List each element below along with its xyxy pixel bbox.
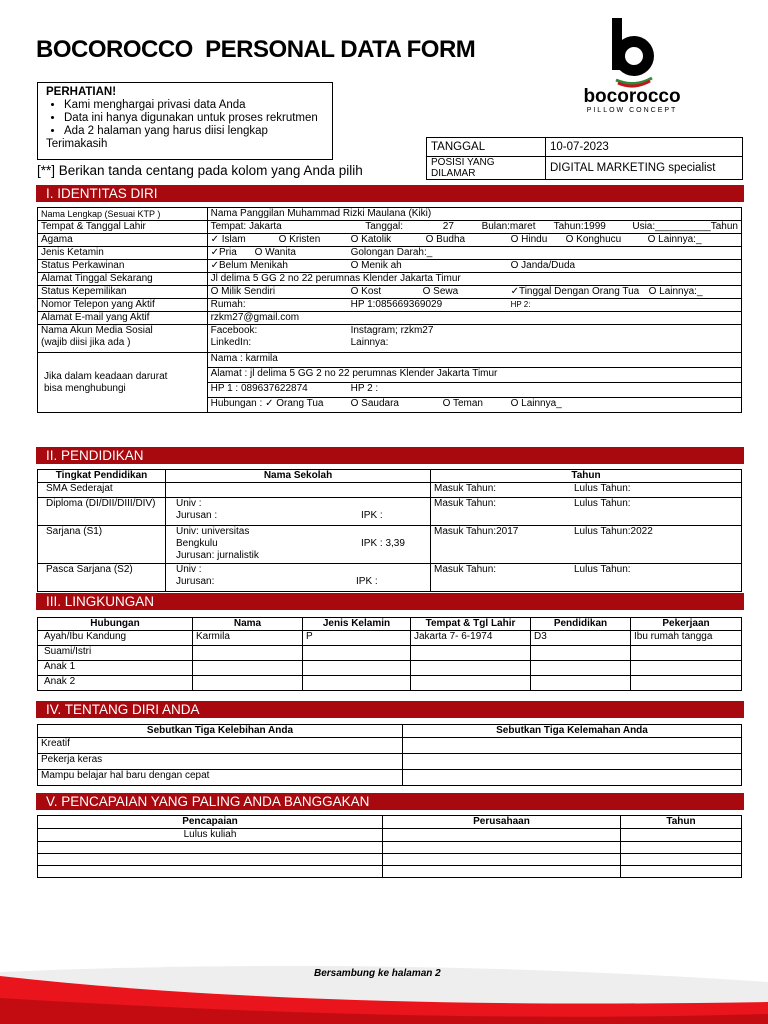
column-header: Pencapaian (38, 816, 383, 829)
end-year-field[interactable]: Lulus Tahun: (574, 564, 631, 575)
major-field[interactable]: Jurusan: (176, 576, 215, 587)
strength-cell[interactable]: Pekerja keras (38, 754, 403, 770)
year-cell[interactable] (621, 866, 742, 878)
column-header: Nama (193, 618, 303, 631)
religion-option[interactable]: O Hindu (510, 234, 548, 245)
table-cell[interactable] (631, 661, 742, 676)
company-cell[interactable] (383, 854, 621, 866)
column-header: Tahun (431, 470, 742, 483)
religion-option[interactable]: O Katolik (350, 234, 392, 245)
table-cell[interactable]: Karmila (193, 631, 303, 646)
end-year-field[interactable]: Lulus Tahun:2022 (574, 526, 653, 537)
ownership-option[interactable]: ✓Tinggal Dengan Orang Tua (510, 286, 640, 297)
edu-level: SMA Sederajat (38, 483, 166, 498)
company-cell[interactable] (383, 829, 621, 842)
gender-option[interactable]: O Wanita (254, 247, 296, 258)
religion-option[interactable]: O Budha (425, 234, 466, 245)
school-field[interactable]: Bengkulu (176, 538, 218, 549)
column-header: Tahun (621, 816, 742, 829)
address-field[interactable]: Jl delima 5 GG 2 no 22 perumnas Klender Jakarta Timur (207, 273, 741, 286)
field-label: Nama Lengkap (Sesuai KTP ) (38, 208, 208, 221)
emergency-address-field[interactable]: Alamat : jl delima 5 GG 2 no 22 perumnas Klender Jakarta Timur (207, 368, 741, 383)
birthdate-month[interactable]: Bulan:maret (479, 221, 551, 234)
column-header: Sebutkan Tiga Kelebihan Anda (38, 725, 403, 738)
page-title: BOCOROCCO PERSONAL DATA FORM (36, 36, 476, 63)
marital-option[interactable]: ✓Belum Menikah (210, 260, 288, 271)
major-field[interactable]: Jurusan: jurnalistik (176, 550, 259, 561)
gender-option[interactable]: ✓Pria (210, 247, 237, 258)
email-field[interactable]: rzkm27@gmail.com (207, 312, 741, 325)
table-cell[interactable] (303, 646, 411, 661)
birthdate-day[interactable]: 27 (440, 221, 479, 234)
section-education-header: II. PENDIDIKAN (36, 447, 744, 464)
notice-list (46, 99, 324, 138)
relation-option[interactable]: O Lainnya_ (510, 398, 562, 409)
ownership-option[interactable]: O Kost (350, 286, 382, 297)
table-cell[interactable]: D3 (531, 631, 631, 646)
school-field[interactable] (166, 483, 431, 498)
end-year-field[interactable]: Lulus Tahun: (574, 498, 631, 509)
field-label: Jenis Ketamin (38, 247, 208, 260)
field-label: Nomor Telepon yang Aktif (38, 299, 208, 312)
date-label: TANGGAL (427, 138, 546, 157)
emergency-name-field[interactable]: Nama : karmila (207, 353, 741, 368)
religion-option[interactable]: O Kristen (278, 234, 321, 245)
start-year-field[interactable]: Masuk Tahun:2017 (434, 526, 519, 537)
table-cell[interactable] (303, 661, 411, 676)
field-label: Alamat Tinggal Sekarang (38, 273, 208, 286)
company-cell[interactable] (383, 842, 621, 854)
table-cell[interactable] (193, 646, 303, 661)
end-year-field[interactable]: Lulus Tahun: (574, 483, 631, 494)
company-cell[interactable] (383, 866, 621, 878)
field-label: Jika dalam keadaan darurat (44, 370, 168, 382)
column-header: Hubungan (38, 618, 193, 631)
field-label: (wajib diisi jika ada ) (41, 337, 131, 348)
religion-option[interactable]: ✓ Islam (210, 234, 246, 245)
start-year-field[interactable]: Masuk Tahun: (434, 498, 497, 509)
birthdate-year[interactable]: Tahun:1999 (551, 221, 617, 234)
weakness-cell[interactable] (403, 738, 742, 754)
field-label: Tempat & Tanggal Lahir (38, 221, 208, 234)
table-cell[interactable] (531, 646, 631, 661)
ownership-option[interactable]: O Sewa (422, 286, 459, 297)
religion-option[interactable]: O Konghucu (565, 234, 622, 245)
column-header: Tingkat Pendidikan (38, 470, 166, 483)
major-field[interactable]: Jurusan : (176, 510, 218, 521)
column-header: Pendidikan (531, 618, 631, 631)
instagram-field[interactable]: Instagram; rzkm27 (350, 325, 434, 336)
facebook-field[interactable]: Facebook: (210, 325, 258, 336)
weakness-cell[interactable] (403, 770, 742, 786)
education-table (37, 469, 742, 592)
ownership-option[interactable]: O Milik Sendiri (210, 286, 276, 297)
emergency-hp1-field[interactable]: HP 1 : 089637622874 (210, 383, 308, 394)
field-label: Alamat E-mail yang Aktif (38, 312, 208, 325)
table-cell[interactable]: P (303, 631, 411, 646)
column-header: Sebutkan Tiga Kelemahan Anda (403, 725, 742, 738)
weakness-cell[interactable] (403, 754, 742, 770)
brand-name: bocorocco (583, 86, 681, 107)
column-header: Jenis Kelamin (303, 618, 411, 631)
notice-item: • Data ini hanya digunakan untuk proses rekrutmen (64, 112, 324, 125)
notice-closing: Terimakasih (46, 138, 108, 150)
notice-box (37, 82, 333, 160)
notice-item: • Ada 2 halaman yang harus diisi lengkap (64, 125, 324, 138)
other-social-field[interactable]: Lainnya: (350, 337, 389, 348)
table-cell[interactable] (193, 676, 303, 691)
table-cell[interactable] (303, 676, 411, 691)
table-cell[interactable] (631, 646, 742, 661)
column-header: Pekerjaan (631, 618, 742, 631)
table-cell[interactable] (193, 661, 303, 676)
instruction-text: [**] Berikan tanda centang pada kolom yang Anda pilih (37, 163, 363, 178)
table-cell[interactable] (531, 661, 631, 676)
column-header: Perusahaan (383, 816, 621, 829)
section-achievements-header: V. PENCAPAIAN YANG PALING ANDA BANGGAKAN (36, 793, 744, 810)
year-cell[interactable] (621, 854, 742, 866)
table-cell[interactable] (411, 661, 531, 676)
blood-type-field[interactable]: Golongan Darah:_ (350, 247, 433, 258)
edu-level: Sarjana (S1) (38, 526, 166, 564)
achievement-cell[interactable] (38, 866, 383, 878)
brand-logo (566, 14, 698, 114)
ownership-option[interactable]: O Lainnya:_ (648, 286, 703, 297)
position-label: POSISI YANG DILAMAR (427, 157, 546, 180)
position-field[interactable]: DIGITAL MARKETING specialist (546, 157, 743, 180)
field-label: bisa menghubungi (44, 382, 126, 394)
year-cell[interactable] (621, 842, 742, 854)
school-field[interactable]: Univ : (176, 564, 202, 575)
start-year-field[interactable]: Masuk Tahun: (434, 483, 497, 494)
emergency-hp2-field[interactable]: HP 2 : (350, 383, 379, 394)
field-label: Status Perkawinan (38, 260, 208, 273)
achievement-cell[interactable] (38, 854, 383, 866)
section-family-header: III. LINGKUNGAN (36, 593, 744, 610)
birthdate-label: Tanggal: (362, 221, 440, 234)
relation-cell: Ayah/Ibu Kandung (38, 631, 193, 646)
hp1-field[interactable]: HP 1:085669369029 (350, 299, 443, 310)
column-header: Tempat & Tgl Lahir (411, 618, 531, 631)
identity-table (37, 207, 742, 413)
meta-table (426, 137, 743, 180)
relation-cell: Suami/Istri (38, 646, 193, 661)
table-cell[interactable] (411, 676, 531, 691)
school-field[interactable]: Univ: universitas (176, 526, 250, 537)
family-table (37, 617, 742, 691)
relation-cell: Anak 2 (38, 676, 193, 691)
linkedin-field[interactable]: LinkedIn: (210, 337, 252, 348)
year-cell[interactable] (621, 829, 742, 842)
field-label: Nama Akun Media Sosial (41, 325, 153, 336)
strength-cell[interactable]: Kreatif (38, 738, 403, 754)
section-identity-header: I. IDENTITAS DIRI (36, 185, 744, 202)
relation-option[interactable]: O Teman (442, 398, 483, 409)
religion-options (207, 234, 741, 247)
start-year-field[interactable]: Masuk Tahun: (434, 564, 497, 575)
notice-heading: PERHATIAN! (46, 86, 117, 98)
table-cell[interactable] (411, 646, 531, 661)
relation-option[interactable]: Hubungan : ✓ Orang Tua (210, 398, 324, 409)
table-cell[interactable]: Jakarta 7- 6-1974 (411, 631, 531, 646)
section-about-header: IV. TENTANG DIRI ANDA (36, 701, 744, 718)
home-phone-field[interactable]: Rumah: (210, 299, 246, 310)
hp2-field[interactable]: HP 2: (510, 300, 531, 309)
continuation-note: Bersambung ke halaman 2 (314, 968, 441, 979)
edu-level: Pasca Sarjana (S2) (38, 564, 166, 592)
table-cell[interactable]: Ibu rumah tangga (631, 631, 742, 646)
relation-option[interactable]: O Saudara (350, 398, 399, 409)
notice-item: • Kami menghargai privasi data Anda (64, 99, 324, 112)
field-label: Status Kepemilikan (38, 286, 208, 299)
religion-option[interactable]: O Lainnya:_ (647, 234, 702, 245)
date-field[interactable]: 10-07-2023 (546, 138, 743, 157)
marital-option[interactable]: O Menik ah (350, 260, 402, 271)
column-header: Nama Sekolah (166, 470, 431, 483)
table-cell[interactable] (631, 676, 742, 691)
birthplace-field[interactable]: Tempat: Jakarta (207, 221, 362, 234)
full-name-field[interactable]: Nama Panggilan Muhammad Rizki Maulana (Kiki) (207, 208, 741, 221)
achievement-cell[interactable] (38, 842, 383, 854)
table-cell[interactable] (531, 676, 631, 691)
ipk-field[interactable]: IPK : 3,39 (361, 538, 405, 549)
ipk-field[interactable]: IPK : (356, 576, 378, 587)
school-field[interactable]: Univ : (176, 498, 202, 509)
field-label: Agama (38, 234, 208, 247)
marital-option[interactable]: O Janda/Duda (510, 260, 576, 271)
strength-cell[interactable]: Mampu belajar hal baru dengan cepat (38, 770, 403, 786)
edu-level: Diploma (DI/DII/DIII/DIV) (38, 498, 166, 526)
ipk-field[interactable]: IPK : (361, 510, 383, 521)
achievement-cell[interactable]: Lulus kuliah (38, 829, 383, 842)
age-field[interactable]: Usia:__________Tahun (617, 221, 741, 234)
relation-cell: Anak 1 (38, 661, 193, 676)
about-table (37, 724, 742, 786)
achievements-table (37, 815, 742, 878)
logo-icon (566, 14, 698, 114)
brand-tagline: PILLOW CONCEPT (586, 107, 678, 114)
